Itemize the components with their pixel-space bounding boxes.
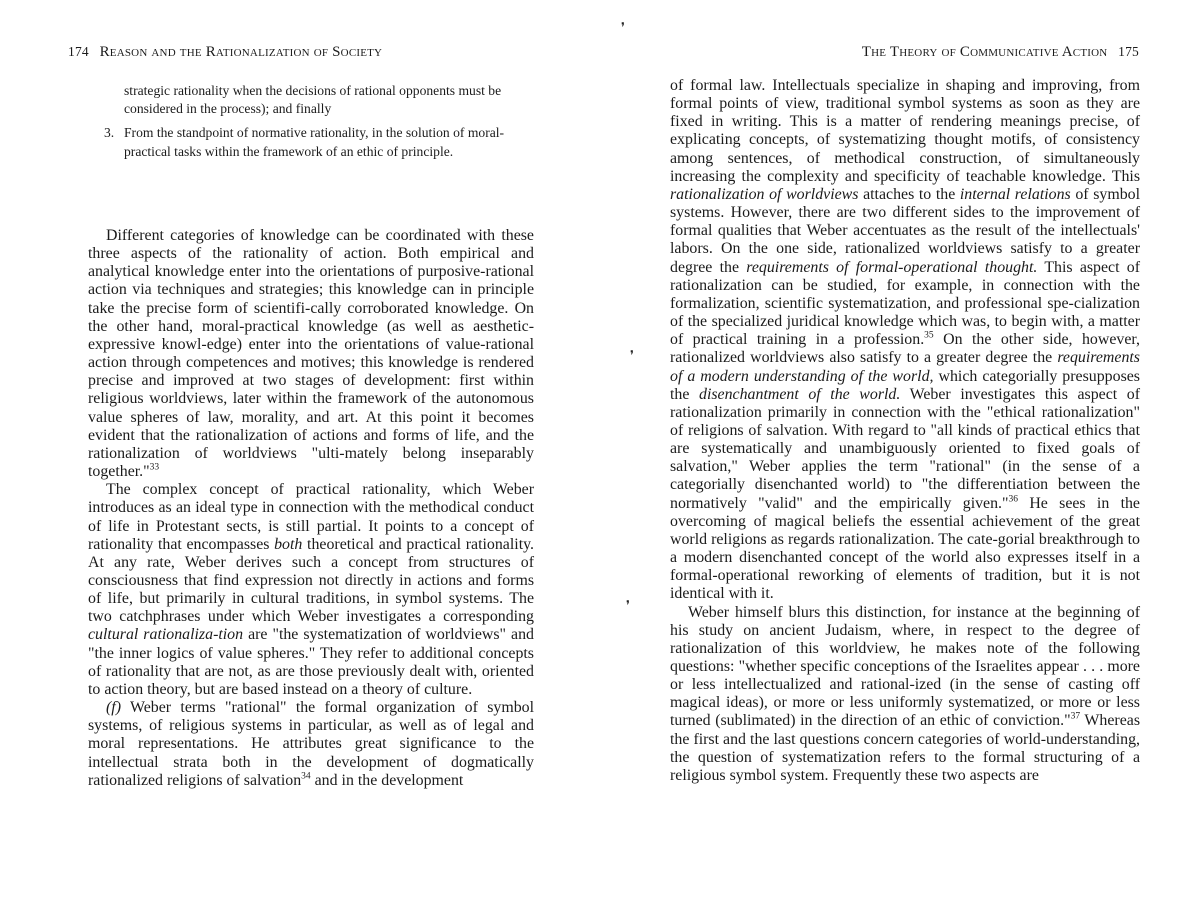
text-run: Different categories of knowledge can be coordinated with these three aspects of the rationality of action. Both empirical and analytical knowledge enter into the orientations of purposive-rational action via techniques and strategies; this knowledge can in principle take the precise form of scientifi-cally corroborated knowledge. On the other hand, moral-practical knowledge (as well as aesthetic-expressive knowl-edge) enter into the orientations of value-rational action through competences and motives; this knowledge is rendered precise and improved at two stages of development: first within religious worldviews, later within the framework of the autonomous value spheres of law, morality, and art. At this point it becomes evident that the rationalization of actions and forms of life, and the rationalization of worldviews "ulti-mately belong inseparably together." — [88, 227, 534, 481]
list-number: 3. — [104, 125, 115, 141]
right-page-body — [670, 77, 1140, 785]
footnote-ref: 36 — [1008, 494, 1019, 505]
emphasis: requirements of formal-operational thought. — [746, 258, 1038, 276]
page-number-left: 174 — [68, 44, 89, 59]
paragraph — [88, 699, 534, 790]
text-run: of formal law. Intellectuals specialize in shaping and improving, from formal points of view, traditional symbol systems as soon as they are fixed in writing. This is a matter of rendering meanings precise, of explicating concepts, of systematizing thought motifs, of consistency among sentences, of methodical construction, of simultaneously increasing the complexity and specificity of teachable knowledge. This — [670, 77, 1140, 185]
footnote-ref: 37 — [1070, 712, 1081, 723]
footnote-ref: 35 — [924, 330, 934, 341]
header-left — [68, 44, 382, 61]
text-run: attaches to the — [858, 185, 960, 203]
text-run: He sees in the overcoming of magical beliefs the essential achievement of the great world religions as regards rationalization. The cate-gorial breakthrough to a modern disenchanted concept of the world also expresses itself in a formal-operational reworking of elements of tradition, but it is not identical with it. — [670, 494, 1140, 603]
numbered-list — [104, 82, 534, 161]
paragraph — [670, 604, 1140, 786]
scan-mark: ❜ — [626, 598, 630, 612]
text-run: The complex concept of practical rationality, which Weber introduces as an ideal type in connection with the methodical conduct of life in Protestant sects, is still partial. It points to a concept of rationality that encompasses — [88, 481, 534, 553]
emphasis: disenchantment of the world. — [699, 385, 901, 403]
list-item-3-text: From the standpoint of normative rationality, in the solution of moral-practical tasks within the framework of an ethic of principle. — [124, 125, 505, 159]
text-run: Weber himself blurs this distinction, for instance at the beginning of his study on ancient Judaism, where, in respect to the degree of rationalization of this worldview, he makes note of the following questions: "whether specific conceptions of the Israelites appear . . . more or less intellectualized and rational-ized (in the sense of casting off magical ideas), or more or less uniformly systematized, or more or less turned (sublimated) in the direction of an ethic of conviction." — [670, 603, 1140, 730]
emphasis: rationalization of worldviews — [670, 185, 859, 203]
text-run: of symbol systems. However, there are two different sides to the improvement of formal qualities that Weber accentuates as the result of the intellectuals' labors. On the one side, rationalized worldviews satisfy to a greater degree the — [670, 185, 1140, 276]
paragraph — [88, 481, 534, 699]
footnote-ref: 34 — [301, 771, 311, 782]
emphasis: both — [274, 535, 303, 553]
list-item-3 — [104, 124, 534, 160]
page-number-right: 175 — [1118, 44, 1139, 59]
text-run: theoretical and practical rationality. At any rate, Weber derives such a concept from structures of consciousness that find expression not directly in actions and forms of life, but primarily in cultural traditions, in symbol systems. The two catchphrases under which Weber investigates a corresponding — [88, 535, 534, 626]
paragraph — [670, 77, 1140, 604]
emphasis: internal relations — [959, 185, 1071, 203]
text-run: are "the systematization of worldviews" and "the inner logics of value spheres." They refer to additional concepts of rationality that are not, as are those previously dealt with, oriented to action theory, but are based instead on a theory of culture. — [88, 626, 534, 698]
text-run: Whereas the first and the last questions concern categories of world-understanding, the question of systematization refers to the formal structuring of a religious symbol system. Frequently these two aspects are — [670, 712, 1140, 784]
scan-mark: ❜ — [630, 348, 634, 362]
paragraph — [88, 227, 534, 481]
emphasis: cultural rationaliza-tion — [88, 626, 244, 644]
list-item-2-continuation: strategic rationality when the decisions of rational opponents must be considered in the process); and finally — [124, 83, 502, 117]
left-page-body — [88, 227, 534, 790]
text-run: Weber terms "rational" the formal organization of symbol systems, of religious systems in particular, as well as of legal and moral representations. He attributes great significance to the intellectual strata both in the development of dogmatically rationalized religions of salvation — [88, 699, 534, 789]
text-run: which categorially presupposes the — [670, 367, 1140, 403]
text-run: On the other side, however, rationalized worldviews also satisfy to a greater degree the — [670, 331, 1140, 367]
section-label: (f) — [106, 699, 121, 717]
header-right — [862, 44, 1139, 61]
running-title-right: The Theory of Communicative Action — [861, 44, 1108, 60]
scan-mark: ❜ — [621, 20, 625, 34]
emphasis: requirements of a modern understanding of the world, — [670, 349, 1140, 385]
running-title-left: Reason and the Rationalization of Society — [99, 44, 383, 60]
footnote-ref: 33 — [149, 462, 160, 473]
text-run: This aspect of rationalization can be studied, for example, in connection with the formalization, scientific systematization, and professional spe-cialization of the specialized juridical knowledge which was, to begin with, a matter of practical training in a profession. — [670, 258, 1141, 349]
text-run: Weber investigates this aspect of rationalization primarily in connection with the "ethical rationalization" of religions of salvation. With regard to "all kinds of practical ethics that are systematically and unambiguously oriented to fixed goals of salvation," Weber applies the term "rational" (in the sense of a categorially disenchanted world) to "the differentiation between the normatively "valid" and the empirically given." — [670, 385, 1140, 512]
text-run: and in the development — [310, 771, 464, 789]
